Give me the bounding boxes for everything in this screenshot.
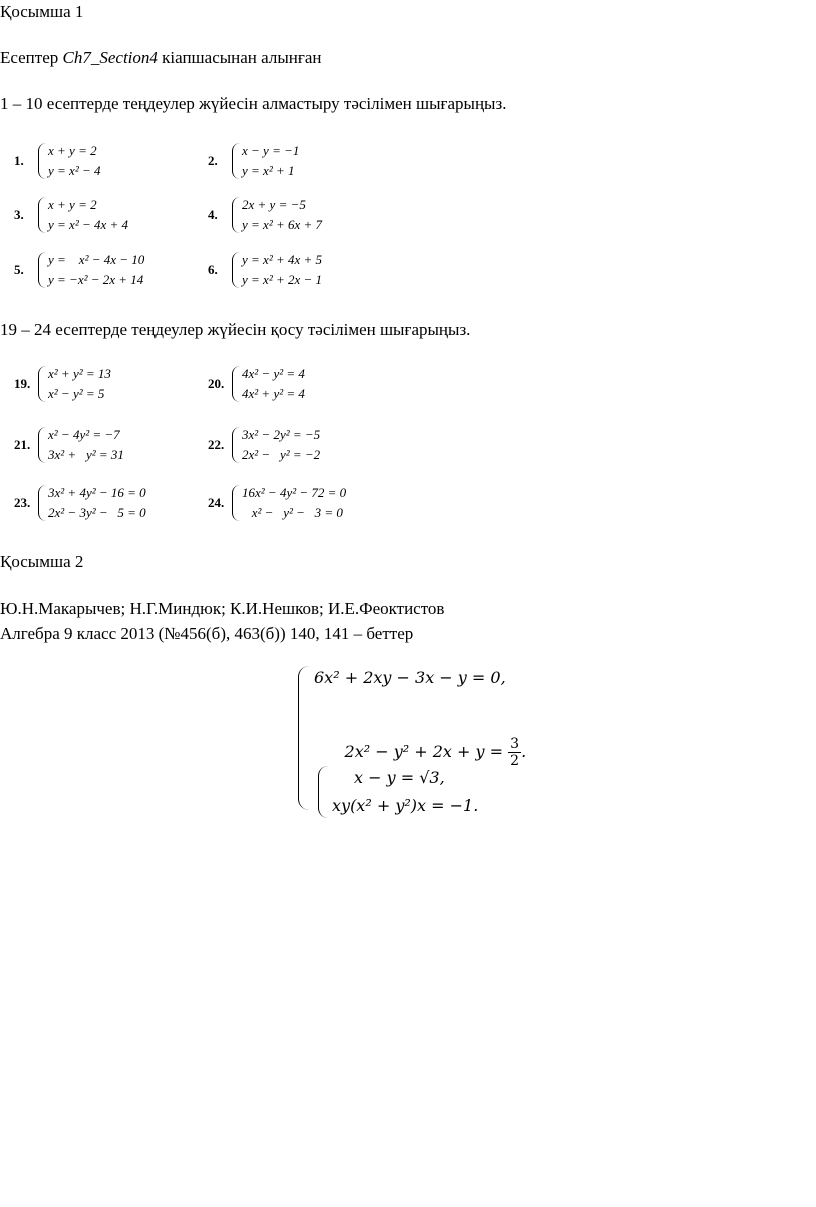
authors-line: Ю.Н.Макарычев; Н.Г.Миндюк; К.И.Нешков; И.Е.Феоктистов: [0, 599, 445, 618]
equation: 6x² + 2xy − 3x − y = 0,: [314, 668, 506, 687]
equation-system-2: [318, 764, 478, 820]
equation-system: [232, 141, 299, 181]
task-instruction-2: 19 – 24 есептерде теңдеулер жүйесін қосу тәсілімен шығарыңыз.: [0, 320, 471, 339]
brace-icon: [232, 366, 240, 402]
equation-system: [232, 364, 305, 404]
problem-number: 4.: [208, 207, 218, 222]
equation-left: 2x² − y² + 2x + y =: [344, 742, 509, 761]
equation-system: [232, 195, 322, 235]
source-line: [0, 48, 321, 68]
problem-20: [208, 362, 305, 406]
fraction: [508, 736, 521, 769]
problem-number: 24.: [208, 495, 225, 510]
equation: y = x² − 4x + 4: [48, 217, 129, 232]
problem-5: [14, 248, 144, 292]
brace-icon: [232, 485, 240, 521]
equation-system: [38, 425, 124, 465]
problem-24: [208, 481, 346, 525]
equation: x² − 4y² = −7: [48, 427, 120, 442]
equation: 16x² − 4y² − 72 = 0: [242, 485, 347, 500]
problem-number: 6.: [208, 262, 218, 277]
problem-3: [14, 193, 128, 237]
equation-system: [232, 483, 346, 523]
problem-4: [208, 193, 322, 237]
problem-number: 23.: [14, 495, 31, 510]
equation: x² + y² = 13: [48, 366, 111, 381]
denominator: 2: [510, 753, 520, 769]
problem-22: [208, 423, 320, 467]
equation: x + y = 2: [48, 197, 97, 212]
equation: 3x² − 2y² = −5: [242, 427, 321, 442]
task-instruction-1: 1 – 10 есептерде теңдеулер жүйесін алмастыру тәсілімен шығарыңыз.: [0, 94, 507, 113]
equation: x − y = √3,: [354, 768, 445, 787]
equation: 2x + y = −5: [242, 197, 306, 212]
equation-system: [38, 195, 128, 235]
problem-19: [14, 362, 111, 406]
equation: y = x² + 6x + 7: [242, 217, 323, 232]
source-prefix: Есептер: [0, 48, 63, 67]
equation: y = −x² − 2x + 14: [48, 272, 144, 287]
brace-icon: [38, 143, 46, 179]
problem-number: 21.: [14, 437, 31, 452]
brace-icon: [298, 666, 309, 810]
problem-number: 5.: [14, 262, 24, 277]
equation: 3x² + 4y² − 16 = 0: [48, 485, 146, 500]
equation-system: [232, 425, 320, 465]
equation: y = x² − 4: [48, 163, 101, 178]
equation-system: [38, 364, 111, 404]
equation: 4x² + y² = 4: [242, 386, 305, 401]
source-suffix: кіапшасынан алынған: [162, 48, 322, 67]
problem-21: [14, 423, 124, 467]
problem-number: 22.: [208, 437, 225, 452]
equation: x − y = −1: [242, 143, 300, 158]
brace-icon: [318, 766, 328, 818]
problem-6: [208, 248, 322, 292]
problem-number: 20.: [208, 376, 225, 391]
equation-system: [38, 250, 144, 290]
problem-23: [14, 481, 146, 525]
book-line: Алгебра 9 класс 2013 (№456(б), 463(б)) 140, 141 – беттер: [0, 624, 414, 643]
equation: 2x² − 3y² − 5 = 0: [48, 505, 146, 520]
equation-system: [232, 250, 322, 290]
equation: 2x² − y² = −2: [242, 447, 321, 462]
brace-icon: [232, 197, 240, 233]
equation: 4x² − y² = 4: [242, 366, 305, 381]
equation: y = x² + 2x − 1: [242, 272, 323, 287]
equation: xy(x² + y²)x = −1.: [332, 796, 479, 815]
brace-icon: [232, 252, 240, 288]
brace-icon: [232, 427, 240, 463]
problem-number: 2.: [208, 153, 218, 168]
brace-icon: [38, 197, 46, 233]
equation-system: [38, 483, 146, 523]
source-folder: Ch7_Section4: [62, 48, 158, 67]
problem-number: 1.: [14, 153, 24, 168]
problem-number: 19.: [14, 376, 31, 391]
equation-end: .: [521, 742, 527, 761]
problem-2: [208, 139, 299, 183]
appendix1-title: Қосымша 1: [0, 2, 84, 21]
brace-icon: [38, 485, 46, 521]
appendix2-title: Қосымша 2: [0, 552, 84, 571]
equation-system: [318, 764, 478, 820]
brace-icon: [38, 252, 46, 288]
brace-icon: [38, 366, 46, 402]
brace-icon: [232, 143, 240, 179]
equation: y = x² − 4x − 10: [48, 252, 145, 267]
equation: x² − y² = 5: [48, 386, 105, 401]
problem-number: 3.: [14, 207, 24, 222]
equation: x² − y² − 3 = 0: [242, 505, 343, 520]
equation-system: [38, 141, 100, 181]
equation: x + y = 2: [48, 143, 97, 158]
problem-1: [14, 139, 100, 183]
numerator: 3: [510, 736, 520, 752]
brace-icon: [38, 427, 46, 463]
equation: y = x² + 1: [242, 163, 295, 178]
equation: y = x² + 4x + 5: [242, 252, 323, 267]
equation: 3x² + y² = 31: [48, 447, 124, 462]
